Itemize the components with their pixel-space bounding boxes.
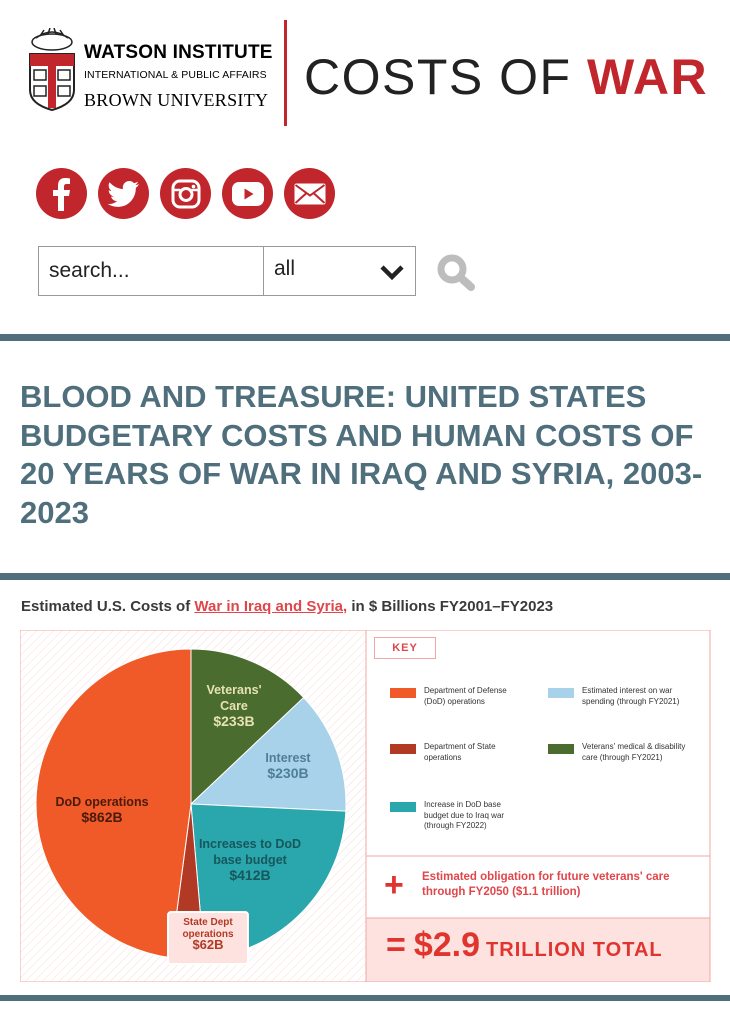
- email-icon[interactable]: [284, 168, 335, 219]
- social-links: [36, 168, 335, 219]
- key-item-state: [390, 742, 496, 763]
- future-obligation-note: Estimated obligation for future veterans' care through FY2050 ($1.1 trillion): [422, 871, 670, 898]
- chevron-down-icon: [379, 259, 405, 285]
- total-cost: [386, 928, 663, 962]
- pie-label-state-dept-operations-line: operations: [182, 929, 234, 940]
- search-scope-value: all: [274, 257, 296, 280]
- facebook-icon[interactable]: [36, 168, 87, 219]
- search-input[interactable]: [38, 246, 264, 296]
- key-label: Increase in DoD base budget due to Iraq war (through FY2022): [424, 800, 505, 830]
- total-amount: $2.9: [413, 926, 481, 964]
- chart-title-suffix: in $ Billions FY2001–FY2023: [347, 598, 554, 615]
- pie-label-veterans-care-value: $233B: [213, 713, 255, 729]
- site-title-part2: WAR: [586, 49, 709, 105]
- total-label: TRILLION TOTAL: [486, 939, 663, 961]
- twitter-icon[interactable]: [98, 168, 149, 219]
- key-swatch: [548, 688, 574, 698]
- university-name: BROWN UNIVERSITY: [84, 90, 269, 110]
- pie-label-dod-operations-value: $862B: [81, 809, 123, 825]
- pie-label-state-dept-operations-line: State Dept: [183, 917, 233, 928]
- site-title[interactable]: [304, 49, 709, 105]
- key-label: Veterans' medical & disability care (through FY2021): [582, 742, 686, 762]
- search-scope-select[interactable]: [263, 246, 416, 296]
- key-label: Department of State operations: [424, 742, 496, 762]
- key-label: Department of Defense (DoD) operations: [424, 686, 507, 706]
- key-swatch: [390, 688, 416, 698]
- article-title: BLOOD AND TREASURE: UNITED STATES BUDGETARY COSTS AND HUMAN COSTS OF 20 YEARS OF WAR IN IRAQ AND SYRIA, 2003-2023: [20, 379, 703, 530]
- institute-subtitle: INTERNATIONAL & PUBLIC AFFAIRS: [84, 69, 267, 81]
- site-title-part1: COSTS OF: [304, 49, 587, 105]
- pie-label-veterans-care-line: Veterans': [206, 683, 262, 697]
- key-item-dod: [390, 686, 507, 707]
- chart-title: [21, 598, 553, 615]
- instagram-icon[interactable]: [160, 168, 211, 219]
- pie-label-increases-to-dod-base-budget-value: $412B: [229, 867, 271, 883]
- pie-label-dod-operations-line: DoD operations: [55, 795, 149, 809]
- youtube-icon[interactable]: [222, 168, 273, 219]
- chart-title-prefix: Estimated U.S. Costs of: [21, 598, 195, 615]
- section-divider: [0, 573, 730, 580]
- brown-crest-icon: [26, 28, 78, 112]
- equals-sign: =: [386, 926, 406, 964]
- pie-label-interest-value: $230B: [267, 765, 309, 781]
- key-item-interest: [548, 686, 679, 707]
- key-item-veterans: [548, 742, 685, 763]
- watson-institute-logo[interactable]: [22, 22, 272, 122]
- institute-name: WATSON INSTITUTE: [84, 42, 273, 63]
- pie-label-interest-line: Interest: [265, 751, 311, 765]
- key-swatch: [390, 802, 416, 812]
- plus-icon: +: [384, 866, 404, 904]
- pie-label-increases-to-dod-base-budget-line: Increases to DoD: [198, 837, 302, 851]
- pie-label-state-dept-operations-value: $62B: [192, 937, 224, 952]
- chart-title-link[interactable]: War in Iraq and Syria,: [194, 598, 348, 615]
- pie-label-veterans-care-line: Care: [220, 699, 248, 713]
- section-divider: [0, 334, 730, 341]
- pie-label-increases-to-dod-base-budget-line: base budget: [213, 853, 287, 867]
- key-swatch: [390, 744, 416, 754]
- header-divider: [284, 20, 287, 126]
- key-title: KEY: [374, 637, 436, 659]
- section-divider: [0, 995, 730, 1001]
- key-item-base-budget: [390, 800, 504, 832]
- search-icon[interactable]: [436, 253, 476, 291]
- key-label: Estimated interest on war spending (through FY2021): [582, 686, 680, 706]
- key-swatch: [548, 744, 574, 754]
